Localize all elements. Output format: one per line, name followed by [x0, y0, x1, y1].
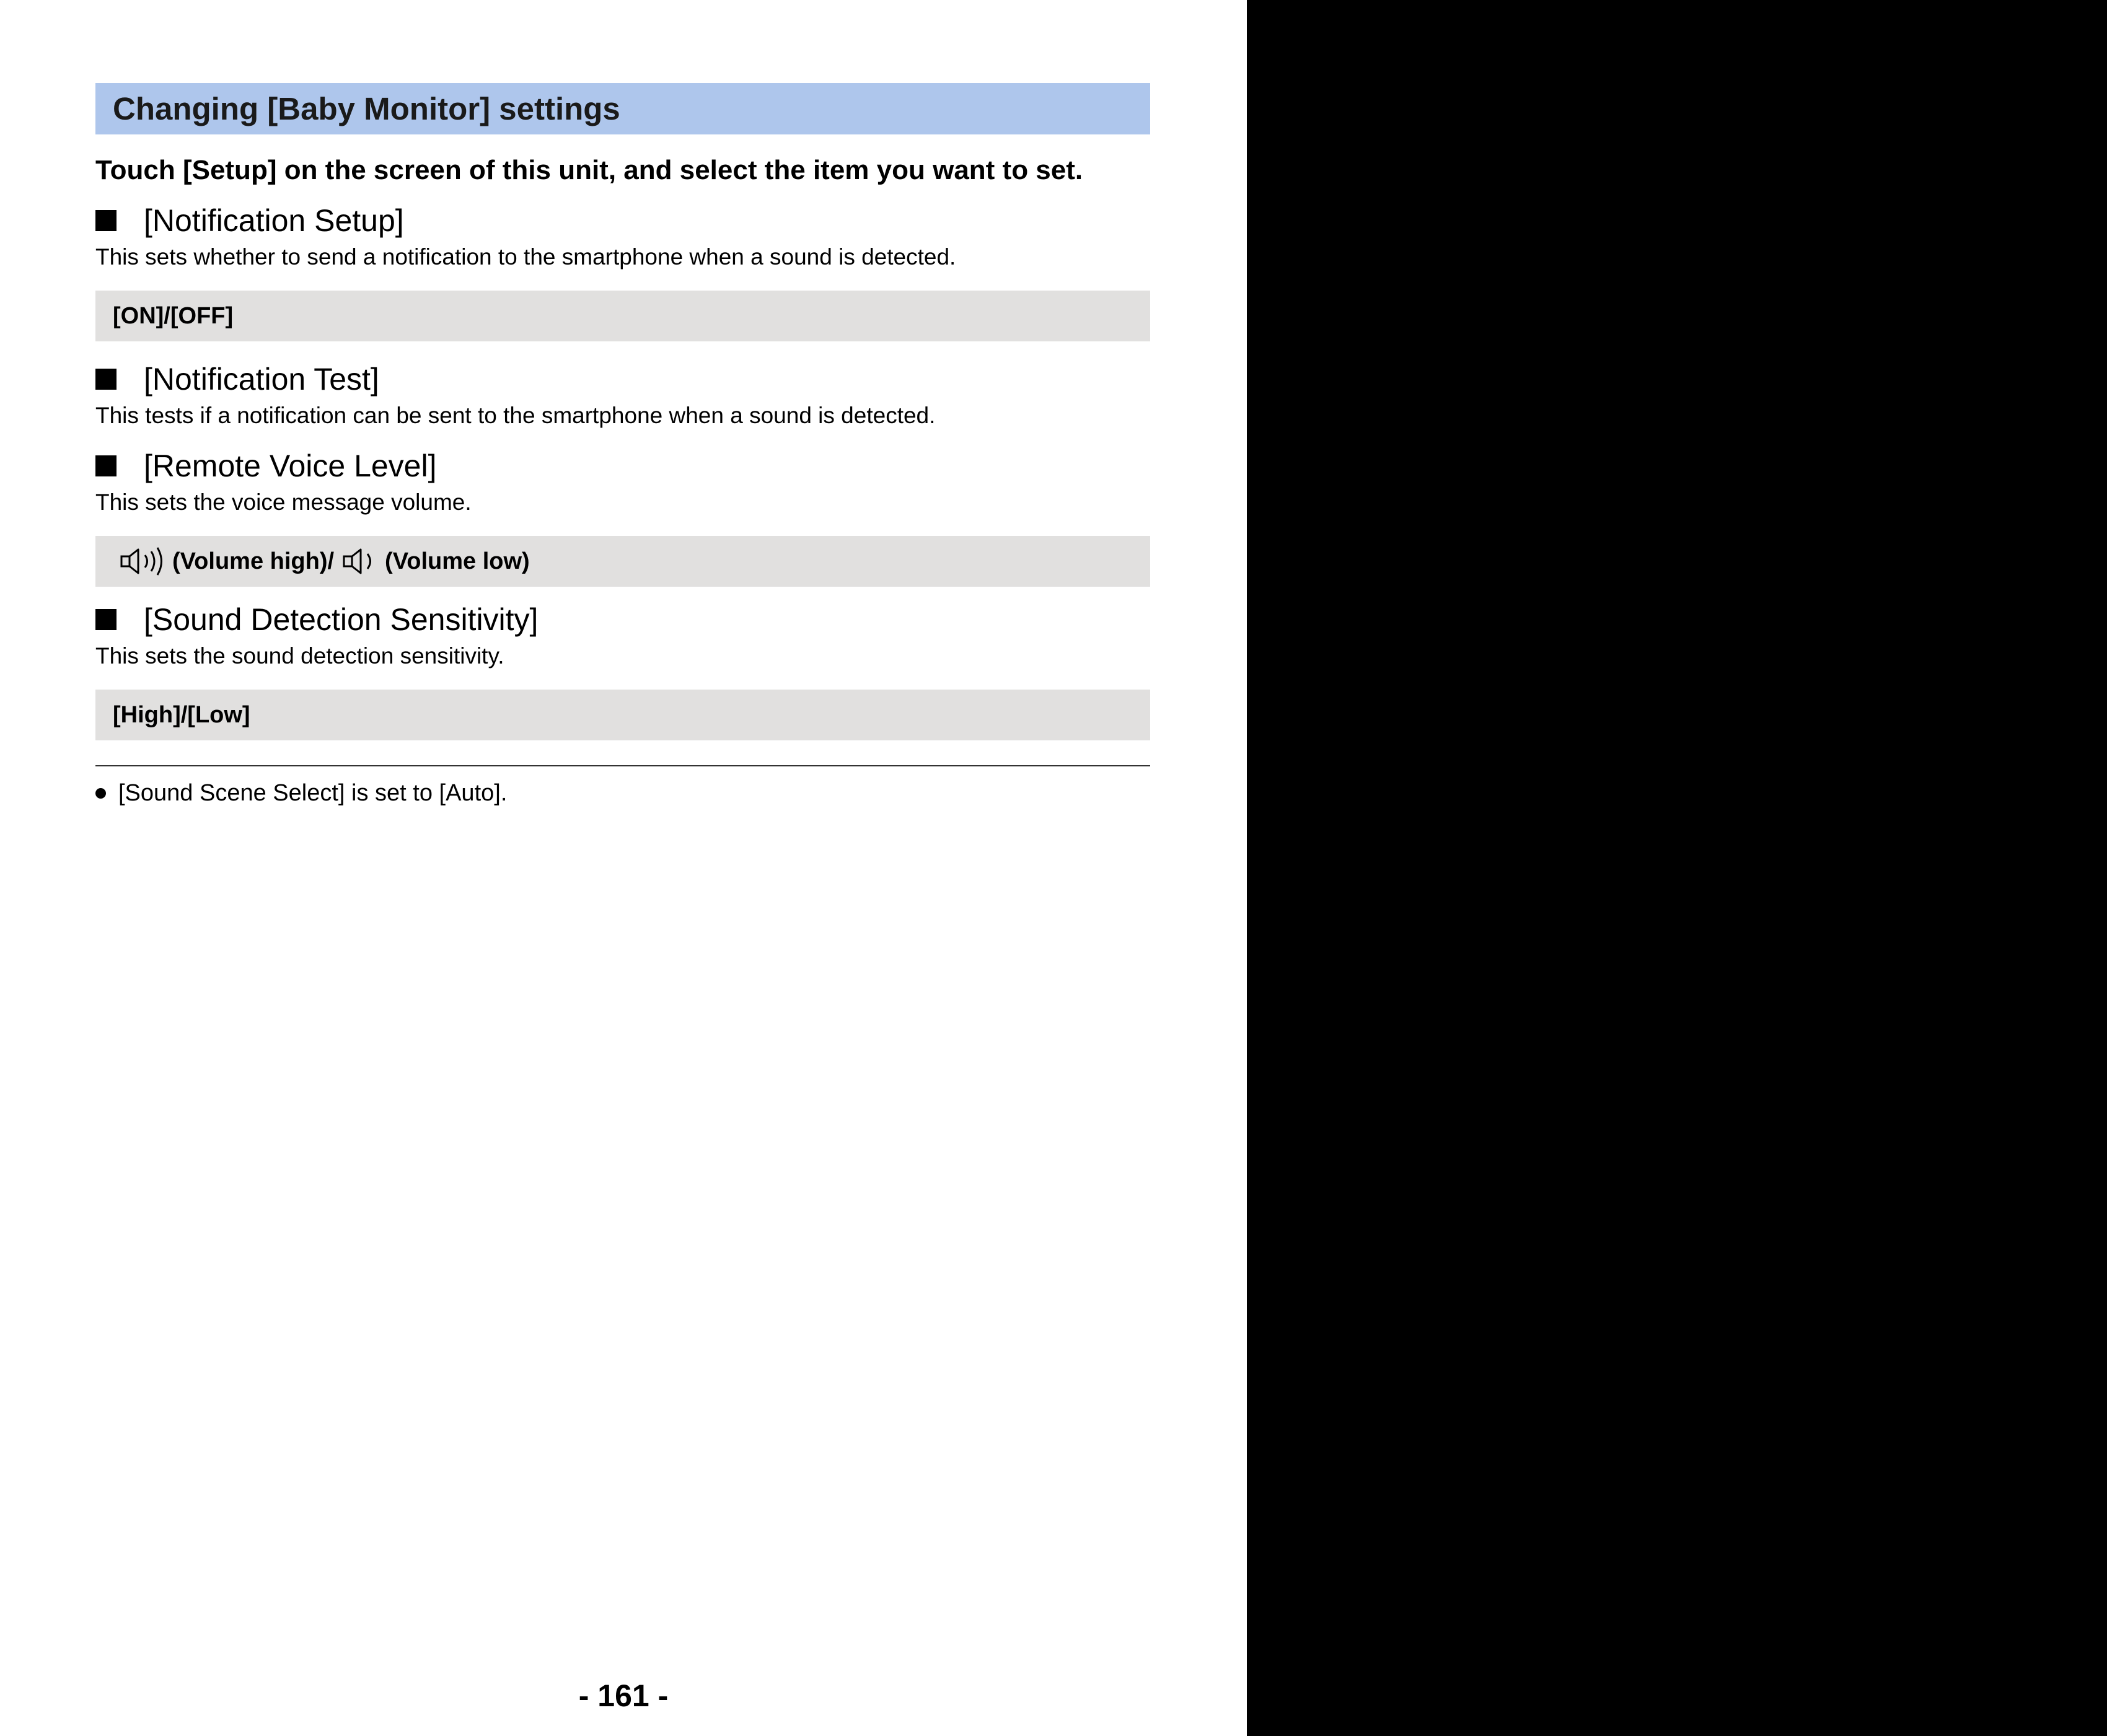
description-notification-setup: This sets whether to send a notification to the smartphone when a sound is detected. [95, 244, 956, 270]
page-content [95, 83, 1150, 807]
square-bullet-icon [95, 455, 117, 476]
page-title: Changing [Baby Monitor] settings [113, 91, 620, 126]
speaker-volume-low-icon [343, 546, 380, 577]
bullet-dot-icon [95, 788, 106, 799]
footnote-text: [Sound Scene Select] is set to [Auto]. [118, 780, 508, 806]
heading-notification-test [95, 360, 1150, 398]
volume-low-label: (Volume low) [385, 548, 530, 574]
heading-text: [Notification Setup] [144, 203, 404, 238]
heading-notification-setup [95, 201, 1150, 240]
options-remote-voice-level [95, 536, 1150, 587]
footnote [95, 780, 1150, 807]
divider [95, 765, 1150, 766]
options-sound-detection-sensitivity [95, 690, 1150, 740]
options-notification-setup [95, 291, 1150, 341]
options-text: [ON]/[OFF] [113, 302, 234, 329]
options-text: [High]/[Low] [113, 701, 250, 728]
heading-text: [Notification Test] [144, 362, 379, 397]
description-sound-detection-sensitivity: This sets the sound detection sensitivity. [95, 643, 504, 669]
heading-sound-detection-sensitivity [95, 600, 1150, 639]
volume-high-label: (Volume high)/ [172, 548, 335, 574]
heading-remote-voice-level [95, 447, 1150, 485]
square-bullet-icon [95, 609, 117, 630]
section-title-bar [95, 83, 1150, 134]
speaker-volume-high-icon [120, 546, 167, 577]
description-remote-voice-level: This sets the voice message volume. [95, 489, 472, 515]
heading-text: [Remote Voice Level] [144, 449, 437, 483]
square-bullet-icon [95, 369, 117, 390]
square-bullet-icon [95, 210, 117, 231]
description-notification-test: This tests if a notification can be sent to the smartphone when a sound is detected. [95, 403, 936, 428]
intro-instruction: Touch [Setup] on the screen of this unit, and select the item you want to set. [95, 155, 1083, 185]
heading-text: [Sound Detection Sensitivity] [144, 602, 539, 637]
page-number: - 161 - [578, 1678, 669, 1713]
